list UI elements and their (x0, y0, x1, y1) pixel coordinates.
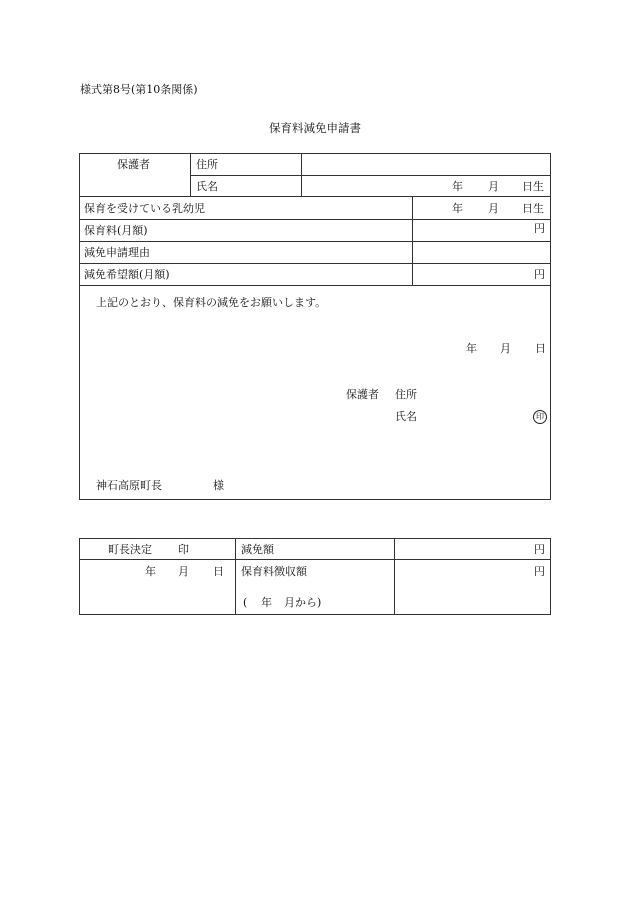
reduction-label: 減免額 (241, 543, 274, 556)
seal-icon: 印 (533, 410, 547, 424)
reason-label: 減免申請理由 (84, 246, 150, 259)
birth-day: 日生 (522, 180, 544, 193)
collection-label: 保育料徴収額 (241, 565, 307, 578)
address-label: 住所 (196, 158, 218, 171)
birth-year: 年 (452, 180, 463, 193)
reduction-unit: 円 (534, 543, 545, 556)
fee-unit: 円 (534, 222, 545, 235)
name-label: 氏名 (196, 180, 218, 193)
document-title: 保育料減免申請書 (269, 121, 361, 135)
date-year: 年 (466, 342, 477, 355)
child-birth-year: 年 (452, 202, 463, 215)
form-number: 様式第8号(第10条関係) (80, 83, 198, 96)
from-year: 年 (261, 596, 272, 609)
fee-label: 保育料(月額) (84, 224, 148, 237)
date-day: 日 (535, 342, 546, 355)
decision-month: 月 (178, 565, 189, 578)
honorific: 様 (213, 479, 224, 492)
desired-label: 減免希望額(月額) (84, 268, 170, 281)
child-birth-day: 日生 (522, 202, 544, 215)
from-month: 月から) (284, 596, 322, 609)
mayor-decision-label: 町長決定 (108, 543, 152, 556)
child-birth-month: 月 (488, 202, 499, 215)
decision-day: 日 (213, 565, 224, 578)
applicant-guardian-label: 保護者 (346, 388, 379, 401)
date-month: 月 (500, 342, 511, 355)
collection-unit: 円 (534, 565, 545, 578)
birth-month: 月 (488, 180, 499, 193)
guardian-label: 保護者 (117, 158, 150, 171)
decision-year: 年 (145, 565, 156, 578)
child-label: 保育を受けている乳幼児 (84, 202, 205, 215)
request-text: 上記のとおり、保育料の減免をお願いします。 (96, 296, 327, 309)
mayor-seal-label: 印 (178, 543, 189, 556)
desired-unit: 円 (534, 268, 545, 281)
addressee: 神石高原町長 (96, 479, 162, 492)
applicant-name-label: 氏名 (395, 410, 417, 423)
from-open-paren: ( (243, 596, 248, 609)
applicant-address-label: 住所 (395, 388, 417, 401)
